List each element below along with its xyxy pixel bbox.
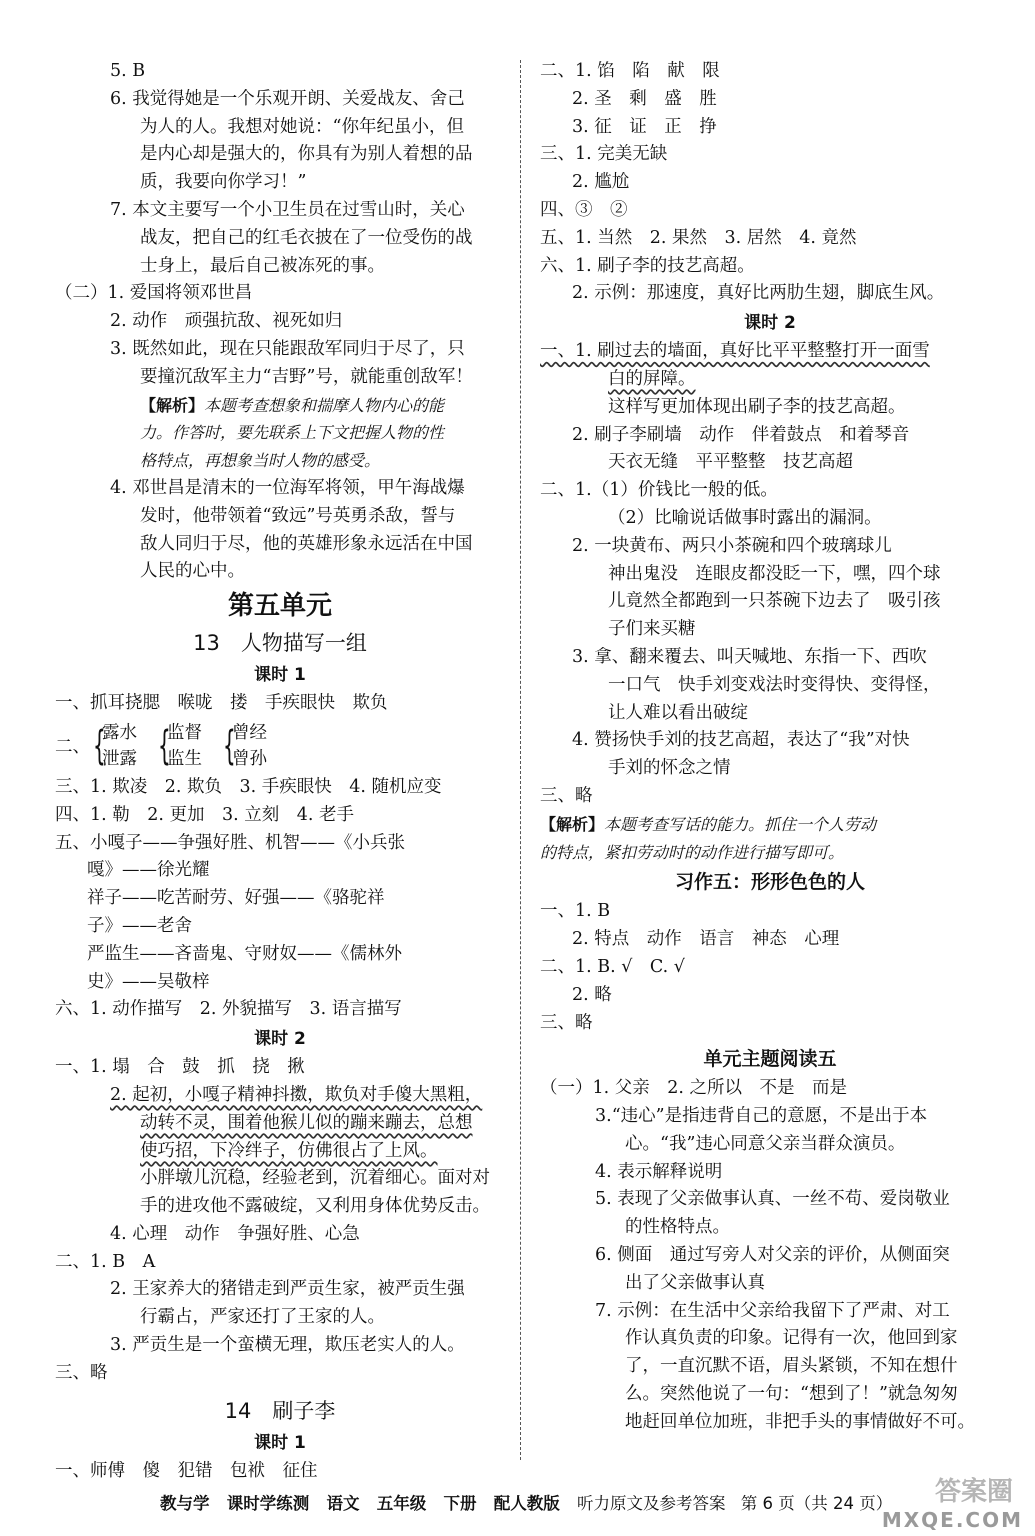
analysis-text: 本题考查写话的能力。抓住一个人劳动 (604, 814, 877, 834)
answer-line: 一、1. 塌 合 鼓 抓 挠 揪 (55, 1057, 305, 1078)
footer-series: 课时学练测 (226, 1494, 310, 1513)
answer-line: 行霸占，严家还打了王家的人。 (140, 1307, 385, 1328)
answer-line: 手的进攻他不露破绽，又利用身体优势反击。 (140, 1196, 490, 1217)
answer-line: 一、1. B (540, 901, 611, 922)
answer-line: 是内心却是强大的，你具有为别人着想的品 (140, 144, 473, 165)
answer-line: 二、1. 馅 陷 献 限 (540, 61, 720, 81)
word: 泄露 (102, 748, 137, 769)
answer-line: 二、1. B. √ C. √ (540, 956, 685, 977)
answer-line: 发时，他带领着“致远”号英勇杀敌，誓与 (140, 505, 456, 526)
answer-line: 子们来买糖 (608, 619, 696, 640)
answer-line: 四、③ ② (540, 199, 628, 220)
answer-line: 2. 圣 剩 盛 胜 (572, 88, 717, 109)
answer-line: 战友，把自己的红毛衣披在了一位受伤的战 (140, 227, 473, 248)
footer-brand: 教与学 (160, 1494, 210, 1513)
section-title: 单元主题阅读五 (703, 1048, 837, 1071)
answer-line: 5. B (110, 61, 146, 81)
answer-line: 6. 我觉得她是一个乐观开朗、关爱战友、舍己 (110, 88, 465, 109)
watermark-url: MXQE.COM (881, 1508, 1023, 1532)
answer-line: 五、1. 当然 2. 果然 3. 居然 4. 竟然 (540, 227, 857, 248)
answer-line: 4. 心理 动作 争强好胜、心急 (110, 1223, 360, 1244)
answer-line: 了，一直沉默不语，眉头紧锁，不知在想什 (625, 1356, 958, 1377)
word: 监督 (167, 722, 202, 743)
answer-line: 动转不灵，围着他猴儿似的蹦来蹦去，总想 (140, 1112, 473, 1133)
answer-line: 四、1. 勒 2. 更加 3. 立刻 4. 老手 (55, 804, 355, 825)
answer-line: 的性格特点。 (625, 1217, 730, 1238)
answer-prefix: 二、 (55, 737, 90, 758)
answer-line: 二、1.（1）价钱比一般的低。 (540, 480, 778, 501)
lesson-title: 13 人物描写一组 (193, 631, 367, 656)
answer-line: （二）1. 爱国将领邓世昌 (55, 283, 253, 304)
answer-line: 2. 一块黄布、两只小茶碗和四个玻璃球儿 (572, 535, 892, 556)
answer-line: 子》——老舍 (87, 915, 192, 936)
answer-line: 么。突然他说了一句：“想到了！”就急匆匆 (625, 1384, 958, 1405)
column-divider (520, 60, 521, 1460)
answer-line: 三、1. 完美无缺 (540, 144, 668, 165)
answer-line: 一、抓耳挠腮 喉咙 搂 手疾眼快 欺负 (55, 693, 388, 714)
answer-line: 5. 表现了父亲做事认真、一丝不苟、爱岗敬业 (595, 1189, 950, 1210)
answer-line: 史》——吴敬梓 (87, 971, 210, 992)
answer-line: 一口气 快手刘变戏法时变得快、变得怪， (608, 674, 941, 695)
answer-line: 祥子——吃苦耐劳、好强——《骆驼祥 (87, 888, 385, 909)
answer-line: 要撞沉敌军主力“吉野”号，就能重创敌军！ (140, 366, 473, 387)
answer-line: 4. 邓世昌是清末的一位海军将领，甲午海战爆 (110, 477, 465, 498)
answer-line: 作认真负责的印象。记得有一次，他回到家 (625, 1328, 958, 1349)
answer-line: 2. 略 (572, 984, 612, 1005)
answer-line: （2）比喻说话做事时露出的漏洞。 (608, 507, 882, 528)
word: 曾经 (232, 722, 267, 743)
answer-line: 让人难以看出破绽 (608, 702, 748, 723)
footer-volume: 下册 (443, 1494, 477, 1513)
answer-line: 2. 尴尬 (572, 172, 630, 193)
answer-line: 7. 示例：在生活中父亲给我留下了严肃、对工 (595, 1300, 950, 1321)
session-title: 课时 1 (254, 1432, 306, 1453)
answer-line: 这样写更加体现出刷子李的技艺高超。 (608, 396, 906, 417)
word: 曾孙 (232, 748, 267, 769)
analysis-line (55, 392, 505, 420)
answer-line: 严监生——吝啬鬼、守财奴——《儒林外 (87, 943, 402, 964)
answer-line: 三、略 (540, 1012, 593, 1033)
answer-line: 二、1. B A (55, 1251, 156, 1272)
answer-line: 三、略 (55, 1362, 108, 1383)
analysis-line (540, 811, 1000, 839)
analysis-text: 本题考查想象和揣摩人物内心的能 (204, 395, 445, 415)
analysis-line: 格特点，再想象当时人物的感受。 (140, 451, 381, 471)
brace-icon: { (93, 722, 106, 769)
answer-line: 3. 征 证 正 挣 (572, 116, 717, 137)
brace-group-row (55, 718, 505, 774)
brace-icon: { (158, 722, 171, 769)
brace-icon: { (223, 722, 236, 769)
answer-line: 儿竟然全都跑到一只茶碗下边去了 吸引孩 (608, 591, 941, 612)
answer-line: 3. 严贡生是一个蛮横无理，欺压老实人的人。 (110, 1335, 465, 1356)
answer-line: 2. 动作 顽强抗敌、视死如归 (110, 311, 343, 332)
answer-line: 神出鬼没 连眼皮都没眨一下，嘿，四个球 (608, 563, 941, 584)
footer-subject: 语文 (326, 1494, 360, 1513)
answer-line: 手刘的怀念之情 (608, 758, 731, 779)
answer-line: 小胖墩儿沉稳，经验老到，沉着细心。面对对 (140, 1168, 490, 1189)
footer-section: 听力原文及参考答案 (577, 1494, 726, 1513)
answer-line: 3. 既然如此，现在只能跟敌军同归于尽了，只 (110, 338, 465, 359)
answer-line: 3. 拿、翻来覆去、叫天喊地、东指一下、西吹 (572, 646, 927, 667)
answer-line: 一、师傅 傻 犯错 包袱 征住 (55, 1460, 318, 1481)
left-column (55, 58, 505, 1485)
answer-line: 嘎》——徐光耀 (87, 860, 210, 881)
footer-grade: 五年级 (376, 1494, 427, 1513)
analysis-line: 力。作答时，要先联系上下文把握人物的性 (140, 423, 445, 443)
answer-line: 2. 示例：那速度，真好比两肋生翅，脚底生风。 (572, 283, 945, 304)
answer-line: 2. 刷子李刷墙 动作 伴着鼓点 和着琴音 (572, 424, 910, 445)
analysis-tag: 【解析】 (140, 395, 205, 415)
session-title: 课时 1 (254, 665, 306, 686)
answer-line: 士身上，最后自己被冻死的事。 (140, 255, 385, 276)
answer-line: 六、1. 刷子李的技艺高超。 (540, 255, 755, 276)
analysis-line: 的特点，紧扣劳动时的动作进行描写即可。 (540, 842, 845, 862)
word: 监生 (167, 748, 202, 769)
answer-line: 为人的人。我想对她说：“你年纪虽小，但 (140, 116, 464, 137)
answer-line: 质，我要向你学习！” (140, 172, 307, 193)
answer-line: 2. 起初，小嘎子精神抖擞，欺负对手傻大黑粗， (110, 1084, 483, 1105)
answer-line: 五、小嘎子——争强好胜、机智——《小兵张 (55, 832, 405, 853)
answer-line: 白的屏障。 (608, 368, 696, 389)
answer-line: 出了父亲做事认真 (625, 1272, 765, 1293)
watermark-logo: 答案圈 (934, 1477, 1013, 1507)
word: 露水 (102, 722, 137, 743)
answer-line: 三、1. 欺凌 2. 欺负 3. 手疾眼快 4. 随机应变 (55, 776, 442, 797)
session-title: 课时 2 (254, 1029, 306, 1050)
answer-line: 三、略 (540, 785, 593, 806)
word-pair (220, 720, 267, 772)
answer-line: 7. 本文主要写一个小卫生员在过雪山时，关心 (110, 199, 465, 220)
footer-page-number: 第 6 页（共 24 页） (740, 1494, 893, 1513)
page-footer (160, 1490, 902, 1514)
answer-line: （一）1. 父亲 2. 之所以 不是 而是 (540, 1078, 848, 1099)
answer-line: 6. 侧面 通过写旁人对父亲的评价，从侧面突 (595, 1245, 950, 1266)
lesson-title: 14 刷子李 (224, 1398, 336, 1423)
answer-line: 3.“违心”是指违背自己的意愿，不是出于本 (595, 1106, 928, 1127)
session-title: 课时 2 (744, 313, 796, 334)
answer-line: 4. 表示解释说明 (595, 1161, 723, 1182)
word-pair (155, 720, 202, 772)
answer-line: 一、1. 刷过去的墙面，真好比平平整整打开一面雪 (540, 341, 930, 362)
analysis-tag: 【解析】 (540, 814, 605, 834)
answer-line: 2. 特点 动作 语言 神态 心理 (572, 929, 840, 950)
answer-line: 心。“我”违心同意父亲当群众演员。 (625, 1133, 906, 1154)
footer-edition: 配人教版 (493, 1494, 560, 1513)
section-title: 习作五：形形色色的人 (674, 871, 865, 894)
right-column (540, 58, 1000, 1437)
unit-title: 第五单元 (227, 591, 332, 622)
answer-line: 地赶回单位加班，非把手头的事情做好不可。 (625, 1411, 975, 1432)
answer-line: 2. 王家养大的猪错走到严贡生家，被严贡生强 (110, 1279, 465, 1300)
word-pair (90, 720, 137, 772)
answer-line: 敌人同归于尽，他的英雄形象永远活在中国 (140, 533, 473, 554)
answer-line: 天衣无缝 平平整整 技艺高超 (608, 452, 853, 473)
answer-line: 4. 赞扬快手刘的技艺高超，表达了“我”对快 (572, 730, 910, 751)
watermark (863, 1472, 1023, 1532)
answer-line: 六、1. 动作描写 2. 外貌描写 3. 语言描写 (55, 999, 402, 1020)
answer-line: 人民的心中。 (140, 561, 245, 582)
answer-line: 使巧招，下冷绊子，仿佛很占了上风。 (140, 1140, 438, 1161)
